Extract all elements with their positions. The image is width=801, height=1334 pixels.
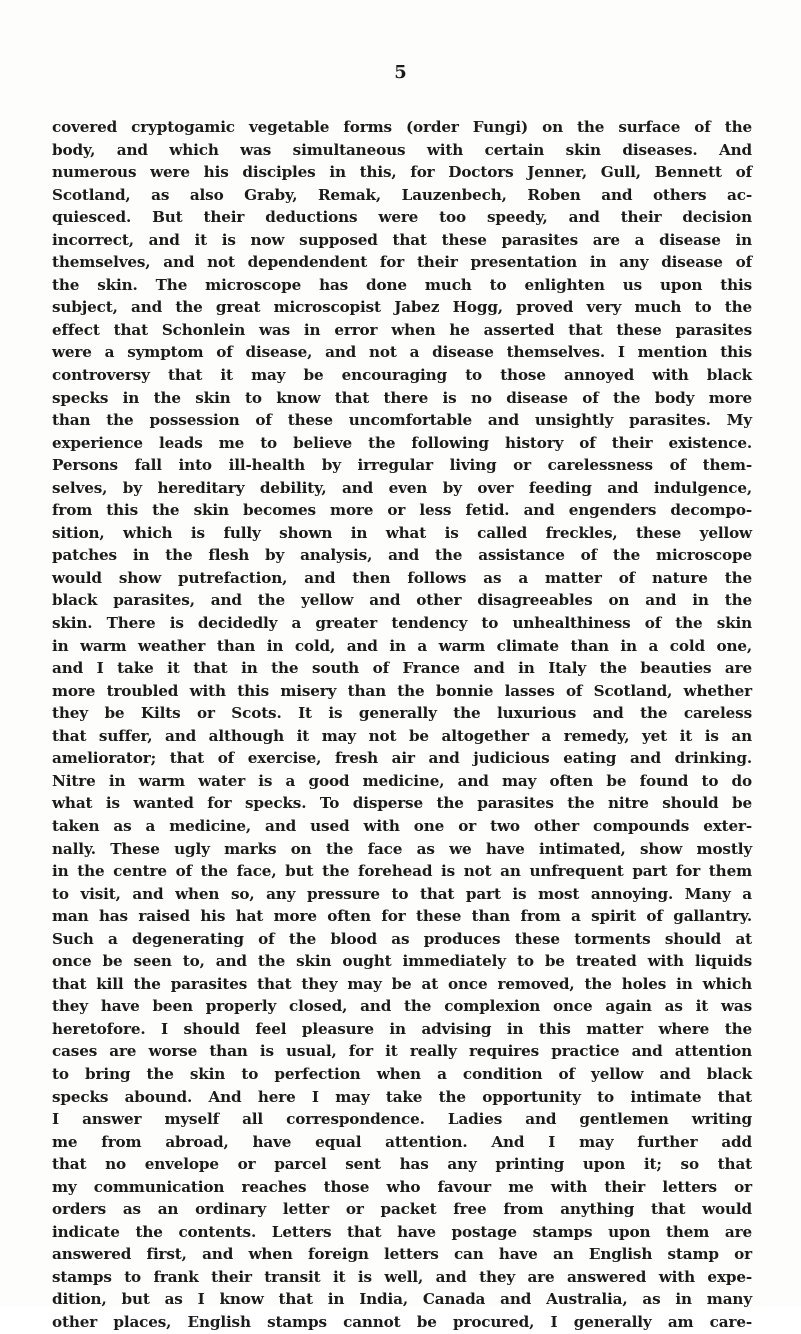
text-line: taken as a medicine, and used with one or two other compounds exter- (52, 816, 752, 835)
text-line: man has raised his hat more often for these than from a spirit of gallantry. (52, 907, 752, 926)
text-line: once be seen to, and the skin ought immediately to be treated with liquids (52, 952, 752, 971)
text-line: in warm weather than in cold, and in a warm climate than in a cold one, (52, 636, 752, 655)
text-line: me from abroad, have equal attention. And I may further add (52, 1132, 752, 1151)
text-line: selves, by hereditary debility, and even by over feeding and indulgence, (52, 478, 752, 497)
text-line: to bring the skin to perfection when a condition of yellow and black (52, 1064, 752, 1083)
text-line: Such a degenerating of the blood as produces these torments should at (52, 929, 752, 948)
text-line: I answer myself all correspondence. Ladies and gentlemen writing (52, 1110, 752, 1129)
text-line: would show putrefaction, and then follows as a matter of nature the (52, 568, 752, 587)
text-line: themselves, and not dependendent for their presentation in any disease of (52, 253, 752, 272)
text-line: were a symptom of disease, and not a disease themselves. I mention this (52, 343, 752, 362)
text-line: Persons fall into ill-health by irregular living or carelessness of them- (52, 456, 752, 475)
text-line: they be Kilts or Scots. It is generally the luxurious and the careless (52, 704, 752, 723)
text-line: sition, which is fully shown in what is called freckles, these yellow (52, 523, 752, 542)
text-line: that suffer, and although it may not be altogether a remedy, yet it is an (52, 726, 752, 745)
text-line: nally. These ugly marks on the face as we have intimated, show mostly (52, 839, 752, 858)
text-line: heretofore. I should feel pleasure in advising in this matter where the (52, 1019, 752, 1038)
body-text (52, 116, 752, 1334)
text-line: answered first, and when foreign letters can have an English stamp or (52, 1245, 752, 1264)
text-line: the skin. The microscope has done much to enlighten us upon this (52, 275, 752, 294)
text-line: controversy that it may be encouraging to those annoyed with black (52, 366, 752, 385)
page-number: 5 (394, 62, 407, 83)
text-line: numerous were his disciples in this, for Doctors Jenner, Gull, Bennett of (52, 163, 752, 182)
text-line: black parasites, and the yellow and other disagreeables on and in the (52, 591, 752, 610)
text-line: they have been properly closed, and the complexion once again as it was (52, 997, 752, 1016)
text-line: that kill the parasites that they may be at once removed, the holes in which (52, 974, 752, 993)
text-line: specks abound. And here I may take the opportunity to intimate that (52, 1087, 752, 1106)
text-line: Scotland, as also Graby, Remak, Lauzenbech, Roben and others ac- (52, 185, 752, 204)
text-line: that no envelope or parcel sent has any printing upon it; so that (52, 1155, 752, 1174)
text-line: other places, English stamps cannot be procured, I generally am care- (52, 1312, 752, 1331)
text-line: skin. There is decidedly a greater tendency to unhealthiness of the skin (52, 614, 752, 633)
text-line: in the centre of the face, but the forehead is not an unfrequent part for them (52, 862, 752, 881)
text-line: what is wanted for specks. To disperse the parasites the nitre should be (52, 794, 752, 813)
text-line: body, and which was simultaneous with certain skin diseases. And (52, 140, 752, 159)
text-line: than the possession of these uncomfortable and unsightly parasites. My (52, 411, 752, 430)
text-line: my communication reaches those who favour me with their letters or (52, 1177, 752, 1196)
text-line: covered cryptogamic vegetable forms (order Fungi) on the surface of the (52, 118, 752, 136)
text-line: orders as an ordinary letter or packet free from anything that would (52, 1200, 752, 1219)
text-line: and I take it that in the south of France and in Italy the beauties are (52, 659, 752, 678)
text-line: patches in the flesh by analysis, and the assistance of the microscope (52, 546, 752, 565)
text-line: dition, but as I know that in India, Canada and Australia, as in many (52, 1290, 752, 1309)
text-line: subject, and the great microscopist Jabez Hogg, proved very much to the (52, 298, 752, 317)
text-line: cases are worse than is usual, for it really requires practice and attention (52, 1042, 752, 1061)
text-line: quiesced. But their deductions were too speedy, and their decision (52, 208, 752, 227)
text-line: specks in the skin to know that there is no disease of the body more (52, 388, 752, 407)
text-line: experience leads me to believe the following history of their existence. (52, 433, 752, 452)
text-line: incorrect, and it is now supposed that these parasites are a disease in (52, 230, 752, 249)
text-line: effect that Schonlein was in error when he asserted that these parasites (52, 320, 752, 339)
text-line: ameliorator; that of exercise, fresh air and judicious eating and drinking. (52, 749, 752, 768)
text-line: indicate the contents. Letters that have postage stamps upon them are (52, 1222, 752, 1241)
text-line: Nitre in warm water is a good medicine, and may often be found to do (52, 771, 752, 790)
text-line: more troubled with this misery than the bonnie lasses of Scotland, whether (52, 681, 752, 700)
text-line: stamps to frank their transit it is well, and they are answered with expe- (52, 1267, 752, 1286)
text-line: from this the skin becomes more or less fetid. and engenders decompo- (52, 501, 752, 520)
text-line: to visit, and when so, any pressure to that part is most annoying. Many a (52, 884, 752, 903)
